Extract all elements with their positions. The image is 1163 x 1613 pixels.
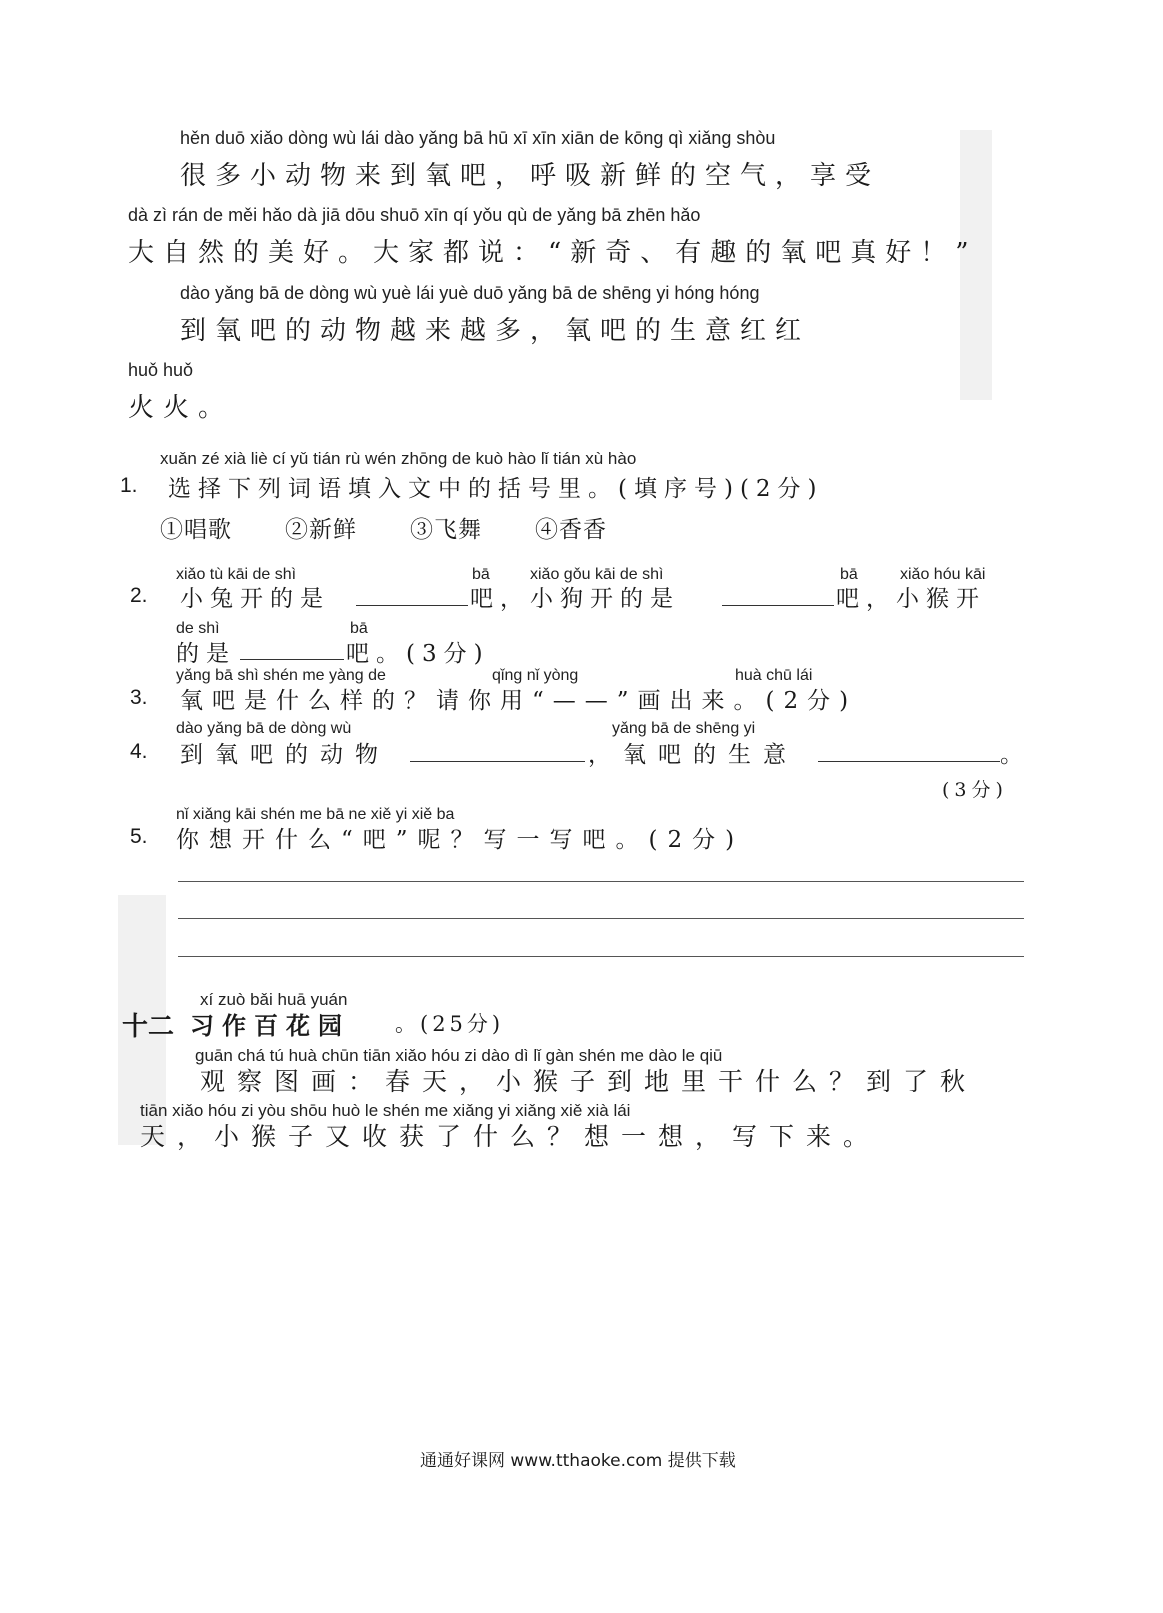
q5-writing-line-2[interactable]	[178, 917, 1024, 919]
q3-number: 3.	[130, 686, 148, 709]
passage-line3-text: 到氧吧的动物越来越多，氧吧的生意红红	[180, 316, 811, 346]
section12-line1-text: 观察图画：春天，小猴子到地里干什么？到了秋	[200, 1067, 978, 1096]
q3-pinyin-c: huà chū lái	[735, 667, 813, 684]
q5-text: 你想开什么“吧”呢？写一写吧。(2分)	[176, 827, 745, 853]
q2-blank-2[interactable]	[722, 604, 834, 606]
q5-number: 5.	[130, 825, 148, 848]
section12-number: 十二	[122, 1012, 175, 1042]
passage-line4-text: 火火。	[128, 393, 234, 423]
q4-pinyin-a: dào yǎng bā de dòng wù	[176, 720, 352, 737]
q2-pinyin-b: bā	[472, 566, 490, 583]
q1-option-2: ②新鲜	[285, 517, 357, 543]
q5-pinyin: nǐ xiǎng kāi shén me bā ne xiě yi xiě ba	[176, 806, 455, 823]
q2-number: 2.	[130, 584, 148, 607]
section12-score: 。(25分)	[395, 1012, 505, 1036]
q2-text-c: 吧，小猴开	[836, 586, 986, 612]
q4-text-c: 。	[1000, 742, 1030, 768]
q2-pinyin-2a: de shì	[176, 620, 220, 637]
q1-pinyin: xuǎn zé xià liè cí yǔ tián rù wén zhōng de kuò hào lǐ tián xù hào	[160, 449, 637, 468]
q4-number: 4.	[130, 740, 148, 763]
footer-text: 通通好课网 www.tthaoke.com 提供下载	[420, 1451, 736, 1471]
q1-text: 选择下列词语填入文中的括号里。(填序号)(2分)	[168, 476, 824, 502]
q2-pinyin-a: xiǎo tù kāi de shì	[176, 566, 297, 583]
q1-number: 1.	[120, 474, 138, 497]
q2-pinyin-e: xiǎo hóu kāi	[900, 566, 986, 583]
q4-blank-2[interactable]	[818, 760, 1000, 762]
q2-blank-3[interactable]	[240, 658, 344, 660]
passage-line2-pinyin: dà zì rán de měi hǎo dà jiā dōu shuō xīn qí yǒu qù de yǎng bā zhēn hǎo	[128, 205, 701, 225]
q2-text-b: 吧，小狗开的是	[470, 586, 680, 612]
section12-title: 习作百花园	[190, 1012, 350, 1040]
q5-writing-line-3[interactable]	[178, 955, 1024, 957]
passage-line2-text: 大自然的美好。大家都说：“新奇、有趣的氧吧真好！”	[128, 238, 978, 268]
section12-line2-text: 天，小猴子又收获了什么？想一想，写下来。	[140, 1122, 881, 1151]
q4-pinyin-b: yǎng bā de shēng yi	[612, 720, 756, 737]
q3-text: 氧吧是什么样的？请你用“——”画出来。(2分)	[180, 688, 858, 714]
passage-line1-pinyin: hěn duō xiǎo dòng wù lái dào yǎng bā hū xī xīn xiān de kōng qì xiǎng shòu	[180, 128, 776, 148]
q4-score: (3分)	[942, 779, 1008, 801]
q4-blank-1[interactable]	[410, 760, 585, 762]
passage-line1-text: 很多小动物来到氧吧，呼吸新鲜的空气，享受	[180, 161, 881, 191]
q2-pinyin-d: bā	[840, 566, 858, 583]
q4-text-a: 到氧吧的动物	[180, 742, 390, 768]
q1-option-4: ④香香	[535, 517, 607, 543]
q1-option-1: ①唱歌	[160, 517, 232, 543]
q2-blank-1[interactable]	[356, 604, 468, 606]
q2-pinyin-c: xiǎo gǒu kāi de shì	[530, 566, 664, 583]
q2-text-2a: 的是	[176, 641, 236, 667]
q4-text-b: ，氧吧的生意	[588, 742, 798, 768]
q3-pinyin-b: qǐng nǐ yòng	[492, 667, 579, 684]
section12-pinyin: xí zuò bǎi huā yuán	[200, 990, 348, 1009]
section12-line1-pinyin: guān chá tú huà chūn tiān xiǎo hóu zi dào dì lǐ gàn shén me dào le qiū	[195, 1046, 723, 1065]
q2-text-2b: 吧。(3分)	[346, 641, 490, 667]
q1-option-3: ③飞舞	[410, 517, 482, 543]
passage-line4-pinyin: huǒ huǒ	[128, 360, 194, 380]
q2-pinyin-2b: bā	[350, 620, 368, 637]
q2-text-a: 小兔开的是	[180, 586, 330, 612]
q3-pinyin-a: yǎng bā shì shén me yàng de	[176, 667, 386, 684]
q5-writing-line-1[interactable]	[178, 880, 1024, 882]
section12-line2-pinyin: tiān xiǎo hóu zi yòu shōu huò le shén me xiǎng yi xiǎng xiě xià lái	[140, 1101, 631, 1120]
passage-line3-pinyin: dào yǎng bā de dòng wù yuè lái yuè duō yǎng bā de shēng yi hóng hóng	[180, 283, 760, 303]
